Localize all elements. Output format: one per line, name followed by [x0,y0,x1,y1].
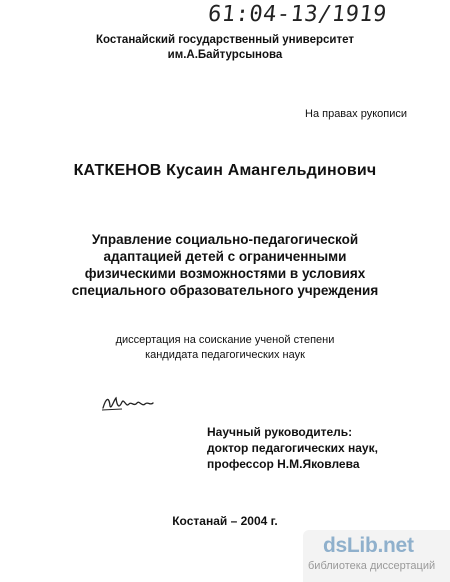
university-name: Костанайский государственный университет [96,34,354,46]
watermark-subtitle: библиотека диссертаций [308,560,436,572]
degree-line: кандидата педагогических наук [145,349,305,361]
title-line: специального образовательного учреждения [71,283,379,298]
supervisor-label: Научный руководитель: [207,425,353,439]
supervisor-block [207,424,378,472]
degree-statement [0,333,450,363]
rights-note: На правах рукописи [305,108,407,120]
watermark-logo: dsLib.net [323,534,414,557]
title-line: Управление социально-педагогической [91,232,359,247]
title-line: адаптацией детей с ограниченными [103,249,347,264]
handwritten-archive-number: 61:04-13/1919 [206,2,389,27]
university-header [0,33,450,63]
city-year: Костанай – 2004 г. [172,514,278,528]
university-named-after: им.А.Байтурсынова [167,49,283,61]
title-line: физическими возможностями в условиях [84,266,366,281]
author-name: КАТКЕНОВ Кусаин Амангельдинович [73,162,377,179]
signature-icon [100,392,160,414]
degree-line: диссертация на соискание ученой степени [115,334,335,346]
dissertation-title [60,231,390,299]
supervisor-name: профессор Н.М.Яковлева [207,457,360,471]
supervisor-degree: доктор педагогических наук, [207,441,378,455]
